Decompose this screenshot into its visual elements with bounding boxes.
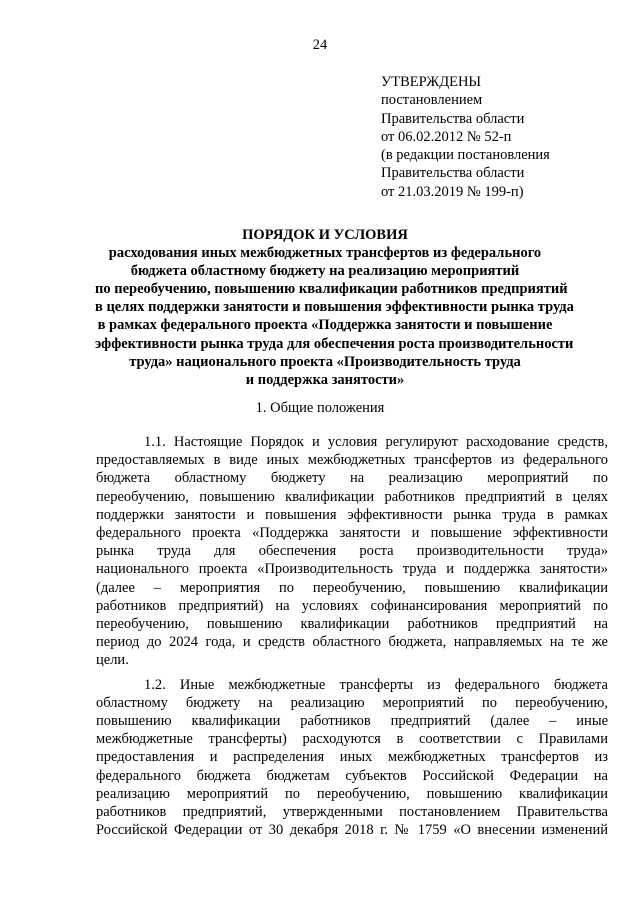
title-line: бюджета областному бюджету на реализацию мероприятий bbox=[130, 263, 520, 280]
text-line: федерального проекта «Поддержка занятости и повышение эффективности bbox=[96, 525, 608, 542]
title-line: расходования иных межбюджетных трансфертов из федерального bbox=[108, 245, 542, 262]
title-line: по переобучению, повышению квалификации работников предприятий bbox=[95, 281, 568, 298]
approval-line: от 21.03.2019 № 199-п) bbox=[381, 183, 524, 200]
text-line: областному бюджету на реализацию мероприятий по переобучению, bbox=[96, 694, 608, 711]
approval-line: Правительства области bbox=[381, 165, 525, 182]
approval-line: (в редакции постановления bbox=[381, 147, 550, 164]
text-line: 1.1. Настоящие Порядок и условия регулируют расходование средств, bbox=[144, 434, 608, 450]
text-line: повышению квалификации работников предприятий (далее – иные bbox=[96, 713, 608, 730]
text-line: межбюджетные трансферты) расходуются в соответствии с Правилами bbox=[96, 731, 608, 748]
text-line: период до 2024 года, и средств областного бюджета, направляемых на те же bbox=[96, 634, 608, 651]
approval-line: от 06.02.2012 № 52-п bbox=[381, 128, 512, 145]
text-line: 1.2. Иные межбюджетные трансферты из федерального бюджета bbox=[144, 676, 608, 693]
title-line: и поддержка занятости» bbox=[245, 371, 405, 388]
paragraph-1-2 bbox=[96, 676, 608, 840]
title-line: ПОРЯДОК И УСЛОВИЯ bbox=[242, 227, 408, 243]
text-line: рынка труда для обеспечения роста производительности труда» bbox=[96, 543, 608, 560]
text-line: национального проекта «Производительность труда и поддержка занятости» bbox=[96, 561, 608, 578]
text-line: работников предприятий) на условиях софинансирования мероприятий по bbox=[96, 597, 608, 614]
text-line: поддержки занятости и повышения эффективности рынка труда в рамках bbox=[96, 506, 608, 523]
approval-line: постановлением bbox=[381, 92, 483, 109]
text-line: Российской Федерации от 30 декабря 2018 г. № 1759 «О внесении изменений bbox=[96, 822, 608, 839]
text-line: бюджета областному бюджету на реализацию мероприятий по bbox=[96, 470, 608, 487]
title-line: труда» национального проекта «Производительность труда bbox=[129, 353, 521, 370]
text-line: предоставляемых в виде иных межбюджетных трансфертов из федерального bbox=[96, 452, 608, 469]
text-line: цели. bbox=[96, 652, 129, 669]
body-text bbox=[96, 433, 608, 845]
approval-stamp bbox=[381, 73, 550, 201]
page-number: 24 bbox=[312, 37, 328, 53]
approval-line: Правительства области bbox=[381, 110, 525, 127]
text-line: переобучению, повышению квалификации работников предприятий на bbox=[96, 616, 608, 633]
title-line: в рамках федерального проекта «Поддержка занятости и повышение bbox=[97, 317, 553, 334]
text-line: (далее – мероприятия по переобучению, повышению квалификации bbox=[96, 579, 608, 596]
section-heading: 1. Общие положения bbox=[255, 400, 385, 416]
document-title bbox=[95, 226, 574, 389]
text-line: работников предприятий, утвержденными постановлением Правительства bbox=[96, 804, 608, 821]
text-line: реализацию мероприятий по переобучению, повышению квалификации bbox=[96, 785, 608, 802]
text-line: переобучению, повышению квалификации работников предприятий в целях bbox=[96, 488, 608, 505]
title-line: эффективности рынка труда для обеспечения роста производительности bbox=[95, 335, 574, 352]
paragraph-1-1 bbox=[96, 433, 608, 670]
text-line: предоставления и распределения иных межбюджетных трансфертов из bbox=[96, 749, 608, 766]
text-line: федерального бюджета бюджетам субъектов Российской Федерации на bbox=[96, 767, 608, 784]
approval-line: УТВЕРЖДЕНЫ bbox=[381, 74, 482, 90]
title-line: в целях поддержки занятости и повышения эффективности рынка труда bbox=[95, 299, 574, 316]
